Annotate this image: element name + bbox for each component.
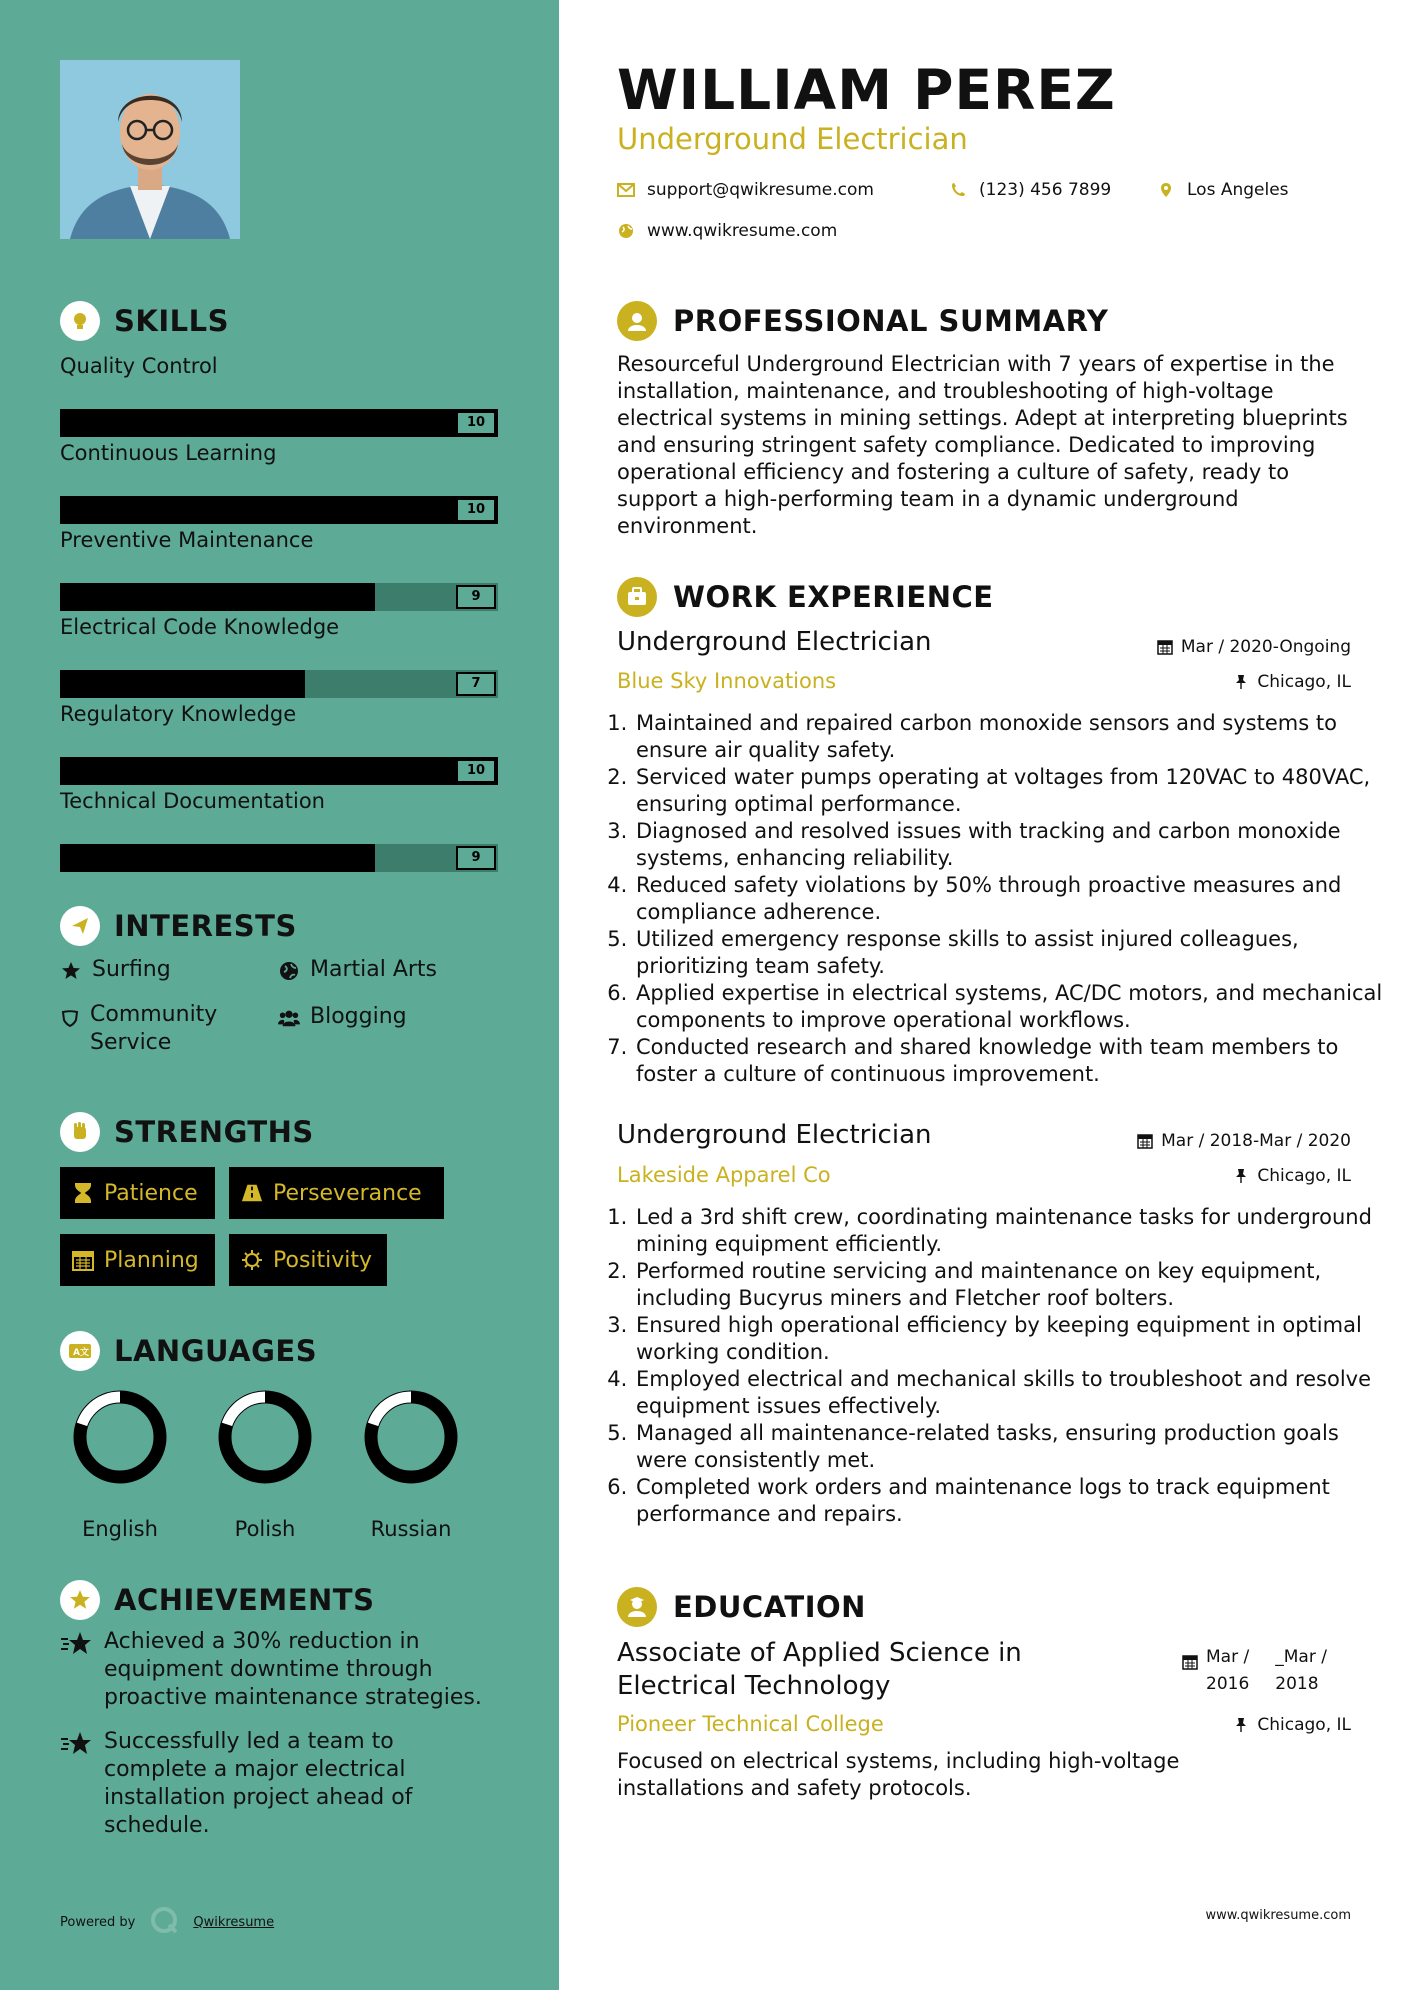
duty-item: 1. Maintained and repaired carbon monoxide sensors and systems to ensure air quality safety. xyxy=(634,710,1394,764)
job-dates: Mar / 2020-Ongoing xyxy=(1157,637,1351,657)
profile-photo xyxy=(60,60,240,239)
job-company: Blue Sky Innovations xyxy=(617,669,837,693)
contact-location xyxy=(1157,180,1289,200)
strengths-heading: STRENGTHS xyxy=(60,1112,314,1152)
sun-icon xyxy=(241,1249,263,1271)
education-location: Chicago, IL xyxy=(1233,1715,1351,1735)
interest-label: Blogging xyxy=(310,1004,407,1029)
star-icon xyxy=(60,960,82,982)
skill-level: 10 xyxy=(456,411,496,435)
strength-label: Planning xyxy=(104,1247,199,1273)
paper-plane-icon xyxy=(60,906,100,946)
language-label: Russian xyxy=(370,1517,452,1541)
candidate-role: Underground Electrician xyxy=(617,122,968,156)
lightbulb-icon xyxy=(60,301,100,341)
fist-icon xyxy=(60,1112,100,1152)
duty-item: 5. Utilized emergency response skills to assist injured colleagues, prioritizing team safety. xyxy=(634,926,1394,980)
location-text: Los Angeles xyxy=(1187,180,1289,200)
star-burst-icon xyxy=(60,1630,94,1660)
language-item xyxy=(356,1387,466,1541)
users-icon xyxy=(278,1007,300,1029)
duty-item: 3. Diagnosed and resolved issues with tracking and carbon monoxide systems, enhancing reliability. xyxy=(634,818,1394,872)
language-label: Polish xyxy=(234,1517,296,1541)
skill-level: 9 xyxy=(456,846,496,870)
interests-heading: INTERESTS xyxy=(60,906,297,946)
website-text[interactable]: www.qwikresume.com xyxy=(647,221,838,241)
achievement-item xyxy=(60,1628,500,1712)
experience-heading: WORK EXPERIENCE xyxy=(617,577,994,617)
language-item xyxy=(210,1387,320,1541)
graduate-icon xyxy=(617,1587,657,1627)
education-description: Focused on electrical systems, including high-voltage installations and safety protocols. xyxy=(617,1749,1180,1800)
job-title: Underground Electrician xyxy=(617,627,932,657)
skill-level: 7 xyxy=(456,672,496,696)
language-icon xyxy=(60,1331,100,1371)
powered-by xyxy=(60,1905,274,1939)
language-ring xyxy=(361,1387,461,1487)
skill-item xyxy=(60,526,498,604)
achievements-heading: ACHIEVEMENTS xyxy=(60,1580,374,1620)
interest-label: Surfing xyxy=(92,957,171,982)
qwikresume-logo-icon xyxy=(149,1905,179,1939)
skill-label: Technical Documentation xyxy=(60,789,325,813)
languages-heading: A文 LANGUAGES xyxy=(60,1331,317,1371)
phone-text[interactable]: (123) 456 7899 xyxy=(979,180,1112,200)
job-dates: Mar / 2018-Mar / 2020 xyxy=(1137,1131,1351,1151)
strength-chip xyxy=(229,1167,444,1219)
interest-label: Community Service xyxy=(90,1002,218,1055)
language-label: English xyxy=(82,1517,158,1541)
pushpin-icon xyxy=(1233,1717,1249,1733)
interest-item xyxy=(60,1004,250,1057)
skill-label: Continuous Learning xyxy=(60,441,277,465)
calendar-icon xyxy=(1182,1654,1198,1698)
education-heading: EDUCATION xyxy=(617,1587,866,1627)
job-location: Chicago, IL xyxy=(1233,672,1351,692)
skill-item xyxy=(60,613,498,691)
job-duties xyxy=(617,1204,1394,1528)
achievement-text: Successfully led a team to complete a major electrical installation project ahead of schedule. xyxy=(104,1729,413,1838)
interest-item xyxy=(278,957,437,982)
summary-text: Resourceful Underground Electrician with 7 years of expertise in the installation, maintenance, and troubleshooting of high-voltage electrical systems in mining settings. Adept at interpreting blueprints and ensuring stringent safety compliance. Dedicated to improving operational efficiency and fostering a culture of safety, ready to support a high-performing team in a dynamic underground environment. xyxy=(617,352,1348,538)
sidebar xyxy=(0,0,559,1990)
skill-item xyxy=(60,700,498,778)
strength-label: Positivity xyxy=(273,1247,373,1273)
duty-item: 2. Performed routine servicing and maintenance on key equipment, including Bucyrus miners and Fletcher roof bolters. xyxy=(634,1258,1394,1312)
job-title: Underground Electrician xyxy=(617,1120,932,1150)
duty-item: 4. Employed electrical and mechanical skills to troubleshoot and resolve equipment issues effectively. xyxy=(634,1366,1394,1420)
map-pin-icon xyxy=(1157,181,1175,199)
globe-icon xyxy=(278,960,300,982)
strength-label: Perseverance xyxy=(273,1180,422,1206)
job-duties xyxy=(617,710,1394,1088)
pushpin-icon xyxy=(1233,674,1249,690)
user-icon xyxy=(617,301,657,341)
education-start: Mar / 2016 xyxy=(1206,1647,1250,1694)
strength-chip xyxy=(229,1234,387,1286)
contact-phone xyxy=(949,180,1111,200)
education-dates xyxy=(1182,1644,1327,1698)
road-icon xyxy=(241,1182,263,1204)
main-content xyxy=(559,0,1407,1990)
language-ring xyxy=(70,1387,170,1487)
job-company: Lakeside Apparel Co xyxy=(617,1163,831,1187)
pushpin-icon xyxy=(1233,1168,1249,1184)
achievement-text: Achieved a 30% reduction in equipment downtime through proactive maintenance strategies. xyxy=(104,1629,482,1710)
duty-item: 6. Applied expertise in electrical systems, AC/DC motors, and mechanical components to improve operational workflows. xyxy=(634,980,1394,1034)
duty-item: 5. Managed all maintenance-related tasks, ensuring production goals were consistently met. xyxy=(634,1420,1394,1474)
skill-label: Preventive Maintenance xyxy=(60,528,314,552)
skill-label: Regulatory Knowledge xyxy=(60,702,297,726)
interest-item xyxy=(60,957,171,982)
strength-chip xyxy=(60,1167,215,1219)
star-burst-icon xyxy=(60,1730,94,1760)
skill-bar xyxy=(60,844,498,872)
interest-item xyxy=(278,1004,407,1029)
language-item xyxy=(65,1387,175,1541)
duty-item: 3. Ensured high operational efficiency by keeping equipment in optimal working condition. xyxy=(634,1312,1394,1366)
svg-text:A文: A文 xyxy=(73,1348,89,1358)
contact-email xyxy=(617,180,874,200)
calendar-icon xyxy=(1137,1133,1153,1149)
skill-item xyxy=(60,439,498,517)
skill-bar xyxy=(60,409,498,437)
skill-bar xyxy=(60,496,498,524)
education-end: _Mar / 2018 xyxy=(1275,1647,1327,1694)
skill-level: 10 xyxy=(456,759,496,783)
shield-icon xyxy=(60,1007,80,1029)
skill-bar xyxy=(60,670,498,698)
skill-level: 10 xyxy=(456,498,496,522)
achievement-item xyxy=(60,1728,500,1840)
job-location: Chicago, IL xyxy=(1233,1166,1351,1186)
medal-star-icon xyxy=(60,1580,100,1620)
skill-label: Quality Control xyxy=(60,354,218,378)
summary-heading: PROFESSIONAL SUMMARY xyxy=(617,301,1108,341)
envelope-icon xyxy=(617,181,635,199)
footer-url[interactable]: www.qwikresume.com xyxy=(1205,1908,1351,1923)
powered-by-label: Powered by xyxy=(60,1914,136,1930)
strength-label: Patience xyxy=(104,1180,198,1206)
skill-bar xyxy=(60,757,498,785)
language-ring xyxy=(215,1387,315,1487)
globe-icon xyxy=(617,222,635,240)
strength-chip xyxy=(60,1234,215,1286)
calendar-icon xyxy=(72,1249,94,1271)
calendar-icon xyxy=(1157,639,1173,655)
skills-heading: SKILLS xyxy=(60,301,229,341)
education-degree: Associate of Applied Science in Electrical Technology xyxy=(617,1638,1022,1701)
email-text[interactable]: support@qwikresume.com xyxy=(647,180,874,200)
skill-level: 9 xyxy=(456,585,496,609)
skill-bar xyxy=(60,583,498,611)
skill-item xyxy=(60,352,498,430)
duty-item: 1. Led a 3rd shift crew, coordinating maintenance tasks for underground mining equipment efficiently. xyxy=(634,1204,1394,1258)
education-school: Pioneer Technical College xyxy=(617,1712,884,1736)
duty-item: 4. Reduced safety violations by 50% through proactive measures and compliance adherence. xyxy=(634,872,1394,926)
qwikresume-link[interactable]: Qwikresume xyxy=(193,1914,275,1930)
skill-label: Electrical Code Knowledge xyxy=(60,615,340,639)
contact-website xyxy=(617,221,837,241)
hourglass-icon xyxy=(72,1182,94,1204)
duty-item: 7. Conducted research and shared knowledge with team members to foster a culture of continuous improvement. xyxy=(634,1034,1394,1088)
briefcase-icon xyxy=(617,577,657,617)
duty-item: 6. Completed work orders and maintenance logs to track equipment performance and repairs. xyxy=(634,1474,1394,1528)
phone-icon xyxy=(949,181,967,199)
skill-item xyxy=(60,787,498,865)
duty-item: 2. Serviced water pumps operating at voltages from 120VAC to 480VAC, ensuring optimal performance. xyxy=(634,764,1394,818)
interest-label: Martial Arts xyxy=(310,957,438,982)
candidate-name: WILLIAM PEREZ xyxy=(617,58,1116,122)
